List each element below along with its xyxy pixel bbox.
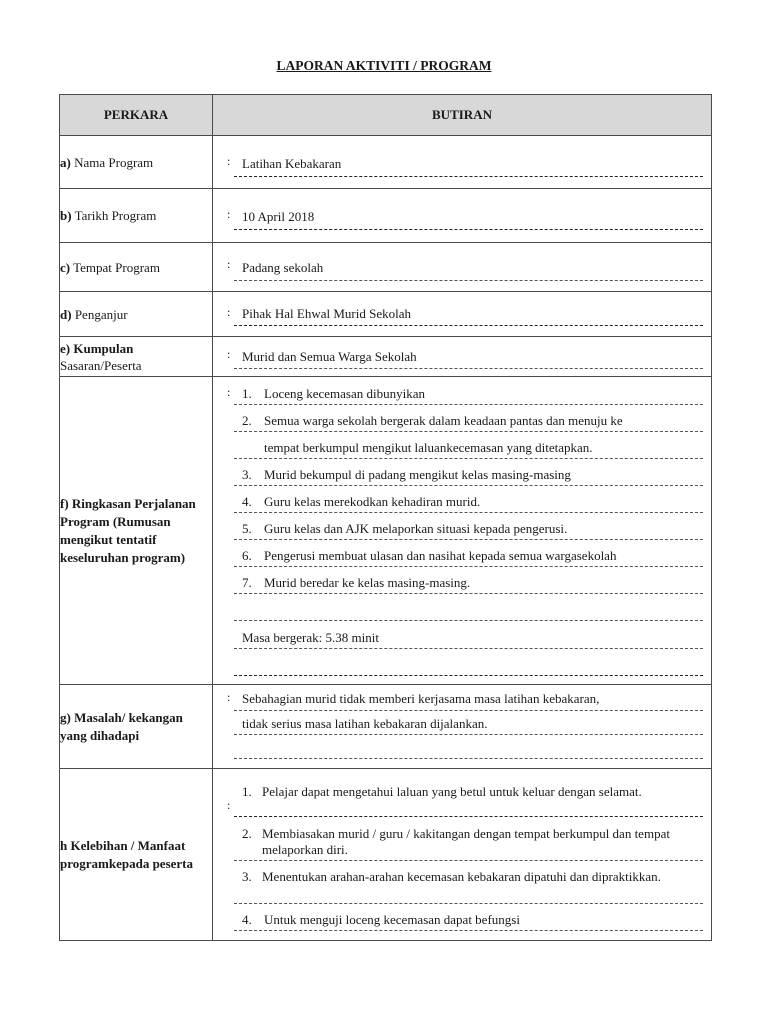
report-table	[59, 94, 712, 941]
dotted-line	[234, 734, 703, 735]
label-kumpulan-sasaran: e) Kumpulan Sasaran/Peserta	[60, 337, 213, 377]
masalah-line-1: Sebahagian murid tidak memberi kerjasama masa latihan kebakaran,	[242, 691, 600, 706]
value-cell-nama-program	[213, 136, 712, 189]
row-masalah	[60, 685, 712, 769]
header-row	[60, 95, 712, 136]
dotted-line	[234, 325, 703, 326]
value-cell-tarikh-program	[213, 189, 712, 243]
value-cell-kelebihan	[213, 769, 712, 941]
document-title: LAPORAN AKTIVITI / PROGRAM	[276, 58, 492, 73]
list-item: 4. Guru kelas merekodkan kehadiran murid.	[242, 494, 481, 509]
list-item: 1. Loceng kecemasan dibunyikan	[242, 386, 425, 401]
masalah-line-2: tidak serius masa latihan kebakaran dijalankan.	[242, 716, 488, 731]
value-cell-penganjur	[213, 292, 712, 337]
header-perkara: PERKARA	[60, 95, 213, 136]
dotted-line	[234, 566, 703, 567]
dotted-line	[234, 593, 703, 594]
header-butiran: BUTIRAN	[213, 95, 712, 136]
dotted-line	[234, 368, 703, 369]
dotted-line	[234, 280, 703, 281]
label-tarikh-program: b) Tarikh Program	[60, 189, 213, 243]
list-item: 7. Murid beredar ke kelas masing-masing.	[242, 575, 471, 590]
list-item: 3. Menentukan arahan-arahan kecemasan kebakaran dipatuhi dan dipraktikkan.	[242, 869, 661, 884]
dotted-line	[234, 648, 703, 649]
dotted-line	[234, 404, 703, 405]
dotted-line	[234, 458, 703, 459]
row-kelebihan	[60, 769, 712, 941]
row-nama-program	[60, 136, 712, 189]
dotted-line	[234, 758, 703, 759]
value-tempat-program: Padang sekolah	[242, 260, 324, 275]
row-kumpulan-sasaran	[60, 337, 712, 377]
colon: :	[227, 154, 231, 168]
value-cell-ringkasan	[213, 377, 712, 685]
label-masalah: g) Masalah/ kekangan yang dihadapi	[60, 685, 213, 769]
colon: :	[227, 347, 231, 361]
colon: :	[227, 798, 231, 812]
dotted-line	[234, 229, 703, 230]
value-cell-tempat-program	[213, 243, 712, 292]
dotted-line	[234, 675, 703, 676]
label-nama-program: a) Nama Program	[60, 136, 213, 189]
list-item: 1. Pelajar dapat mengetahui laluan yang betul untuk keluar dengan selamat.	[242, 784, 642, 799]
value-nama-program: Latihan Kebakaran	[242, 156, 342, 171]
list-item: 3. Murid bekumpul di padang mengikut kelas masing-masing	[242, 467, 571, 482]
masa-bergerak: Masa bergerak: 5.38 minit	[242, 630, 379, 645]
colon: :	[227, 385, 231, 399]
label-ringkasan: f) Ringkasan Perjalanan Program (Rumusan mengikut tentatif keseluruhan program)	[60, 377, 213, 685]
colon: :	[227, 257, 231, 271]
dotted-line	[234, 620, 703, 621]
value-cell-kumpulan-sasaran	[213, 337, 712, 377]
value-tarikh-program: 10 April 2018	[242, 209, 315, 224]
list-item: 2. Semua warga sekolah bergerak dalam keadaan pantas dan menuju ke	[242, 413, 623, 428]
dotted-line	[234, 176, 703, 177]
dotted-line	[234, 816, 703, 817]
row-ringkasan	[60, 377, 712, 685]
list-item: 4. Untuk menguji loceng kecemasan dapat befungsi	[242, 912, 520, 927]
value-cell-masalah	[213, 685, 712, 769]
colon: :	[227, 690, 231, 704]
label-kelebihan: h Kelebihan / Manfaat programkepada peserta	[60, 769, 213, 941]
dotted-line	[234, 903, 703, 904]
row-tempat-program	[60, 243, 712, 292]
list-item: tempat berkumpul mengikut laluankecemasan yang ditetapkan.	[264, 440, 593, 455]
list-item: 5. Guru kelas dan AJK melaporkan situasi kepada pengerusi.	[242, 521, 568, 536]
dotted-line	[234, 860, 703, 861]
dotted-line	[234, 512, 703, 513]
row-penganjur	[60, 292, 712, 337]
row-tarikh-program	[60, 189, 712, 243]
dotted-line	[234, 431, 703, 432]
label-tempat-program: c) Tempat Program	[60, 243, 213, 292]
dotted-line	[234, 710, 703, 711]
list-item: 2. Membiasakan murid / guru / kakitangan dengan tempat berkumpul dan tempat melaporkan diri.	[242, 826, 670, 857]
list-item: 6. Pengerusi membuat ulasan dan nasihat kepada semua wargasekolah	[242, 548, 617, 563]
dotted-line	[234, 485, 703, 486]
label-penganjur: d) Penganjur	[60, 292, 213, 337]
dotted-line	[234, 930, 703, 931]
value-kumpulan-sasaran: Murid dan Semua Warga Sekolah	[242, 349, 417, 364]
dotted-line	[234, 539, 703, 540]
value-penganjur: Pihak Hal Ehwal Murid Sekolah	[242, 306, 411, 321]
colon: :	[227, 207, 231, 221]
colon: :	[227, 305, 231, 319]
